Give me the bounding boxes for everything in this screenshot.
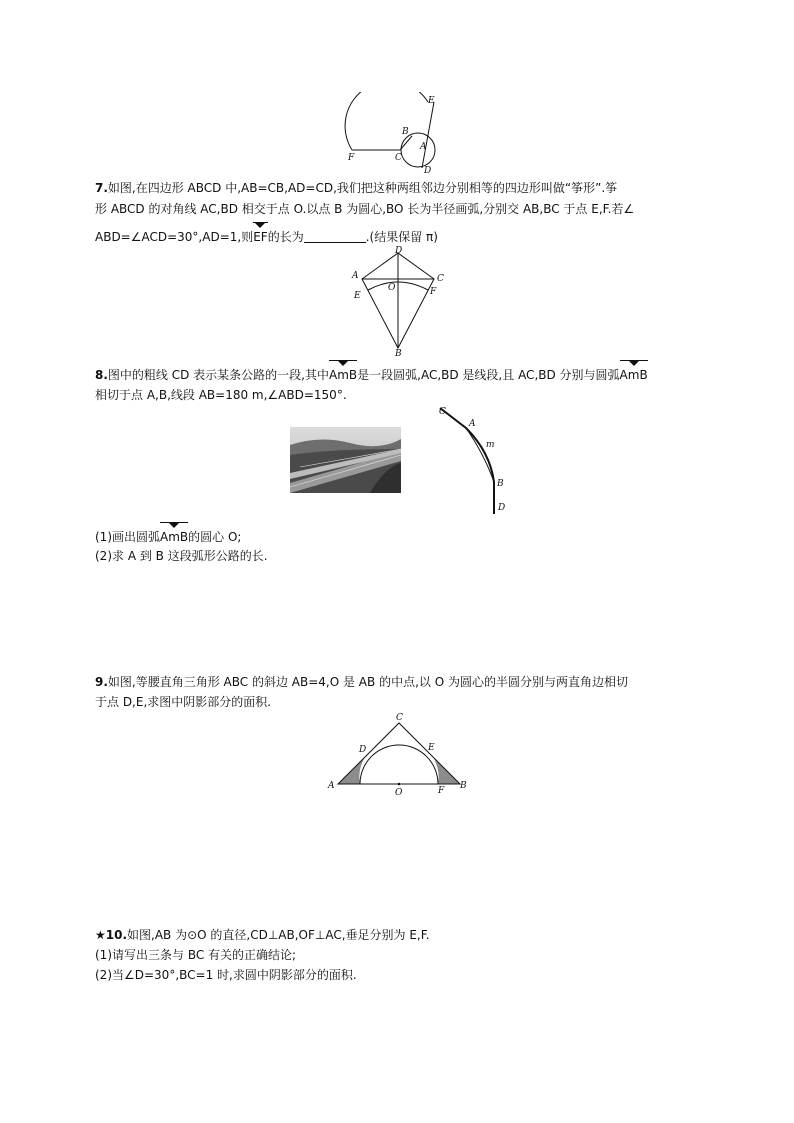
q7-text-3c: .(结果保留 π) bbox=[365, 230, 438, 244]
arc-amb-1: AmB bbox=[329, 368, 358, 382]
q7-line-1 bbox=[95, 180, 617, 196]
figure-q7-kite bbox=[340, 246, 460, 358]
q10-text-1: 如图,AB 为⊙O 的直径,CD⊥AB,OF⊥AC,垂足分别为 E,F. bbox=[127, 928, 430, 942]
q7-number: 7. bbox=[95, 181, 108, 195]
q8-text-1b: 是一段圆弧,AC,BD 是线段,且 AC,BD 分别与圆弧 bbox=[357, 368, 620, 382]
q8-sub1-a: (1)画出圆弧 bbox=[95, 530, 160, 544]
label-f: F bbox=[438, 786, 445, 796]
label-e: E bbox=[428, 743, 435, 753]
q7-text-3a: ABD=∠ACD=30°,AD=1,则 bbox=[95, 230, 254, 244]
figure-q6 bbox=[340, 92, 460, 178]
q7-line-2 bbox=[95, 201, 634, 217]
label-d: D bbox=[424, 166, 432, 176]
road-cd bbox=[440, 408, 494, 514]
q10-sub1: (1)请写出三条与 BC 有关的正确结论; bbox=[95, 948, 297, 962]
q9-number: 9. bbox=[95, 675, 108, 689]
arc-amb-3: AmB bbox=[160, 530, 189, 544]
label-e: E bbox=[354, 291, 361, 301]
label-f: F bbox=[430, 287, 437, 297]
large-arc bbox=[345, 92, 428, 150]
q8-line-2 bbox=[95, 387, 347, 403]
label-c: C bbox=[437, 274, 444, 284]
label-d: D bbox=[395, 246, 403, 256]
label-o: O bbox=[395, 788, 403, 798]
chord-ab bbox=[466, 428, 494, 482]
q8-text-2: 相切于点 A,B,线段 AB=180 m,∠ABD=150°. bbox=[95, 388, 347, 402]
label-b: B bbox=[402, 127, 409, 137]
q9-line-2 bbox=[95, 694, 271, 710]
label-d: D bbox=[498, 503, 506, 513]
label-c: C bbox=[396, 713, 403, 723]
q9-line-1 bbox=[95, 674, 628, 690]
figure-q8-road bbox=[430, 402, 520, 520]
q8-sub-2 bbox=[95, 548, 268, 564]
q8-line-1 bbox=[95, 367, 648, 383]
label-m: m bbox=[486, 440, 495, 450]
label-a: A bbox=[328, 781, 335, 791]
label-b: B bbox=[497, 479, 504, 489]
q8-sub-1 bbox=[95, 529, 241, 545]
q9-text-2: 于点 D,E,求图中阴影部分的面积. bbox=[95, 695, 272, 709]
q8-sub1-b: 的圆心 O; bbox=[188, 530, 242, 544]
label-a: A bbox=[469, 419, 476, 429]
q9-text-1: 如图,等腰直角三角形 ABC 的斜边 AB=4,O 是 AB 的中点,以 O 为圆心的半圆分别与两直角边相切 bbox=[107, 675, 628, 689]
label-b: B bbox=[460, 781, 467, 791]
q7-text-1: 如图,在四边形 ABCD 中,AB=CB,AD=CD,我们把这种两组邻边分别相等的四边形叫做“筝形”.筝 bbox=[107, 181, 618, 195]
label-a: A bbox=[352, 271, 359, 281]
label-o: O bbox=[388, 283, 396, 293]
figure-q9 bbox=[322, 708, 472, 800]
q8-number: 8. bbox=[95, 368, 108, 382]
segment-ed bbox=[422, 102, 434, 168]
answer-blank bbox=[304, 230, 366, 243]
label-c: C bbox=[395, 153, 402, 163]
label-c: C bbox=[439, 407, 446, 417]
q10-sub-2 bbox=[95, 967, 357, 983]
label-f: F bbox=[348, 153, 355, 163]
q7-text-2: 形 ABCD 的对角线 AC,BD 相交于点 O.以点 B 为圆心,BO 长为半径画弧,分别交 AB,BC 于点 E,F.若∠ bbox=[95, 202, 635, 216]
label-b: B bbox=[395, 349, 402, 358]
arc-amb-2: AmB bbox=[619, 368, 648, 382]
q10-number: ★10. bbox=[95, 928, 128, 942]
center-o-dot bbox=[398, 783, 401, 786]
label-e: E bbox=[428, 96, 435, 106]
q10-sub-1 bbox=[95, 947, 296, 963]
arc-ef: EF bbox=[253, 230, 268, 244]
q8-text-1a: 图中的粗线 CD 表示某条公路的一段,其中 bbox=[107, 368, 329, 382]
label-d: D bbox=[359, 745, 367, 755]
q8-sub2: (2)求 A 到 B 这段弧形公路的长. bbox=[95, 549, 268, 563]
small-circle bbox=[401, 133, 435, 167]
q7-text-3b: 的长为 bbox=[267, 230, 304, 244]
q10-line-1 bbox=[95, 927, 430, 943]
label-a: A bbox=[420, 142, 427, 152]
q10-sub2: (2)当∠D=30°,BC=1 时,求圆中阴影部分的面积. bbox=[95, 968, 357, 982]
q7-line-3 bbox=[95, 229, 438, 245]
highway-photo bbox=[290, 427, 401, 493]
